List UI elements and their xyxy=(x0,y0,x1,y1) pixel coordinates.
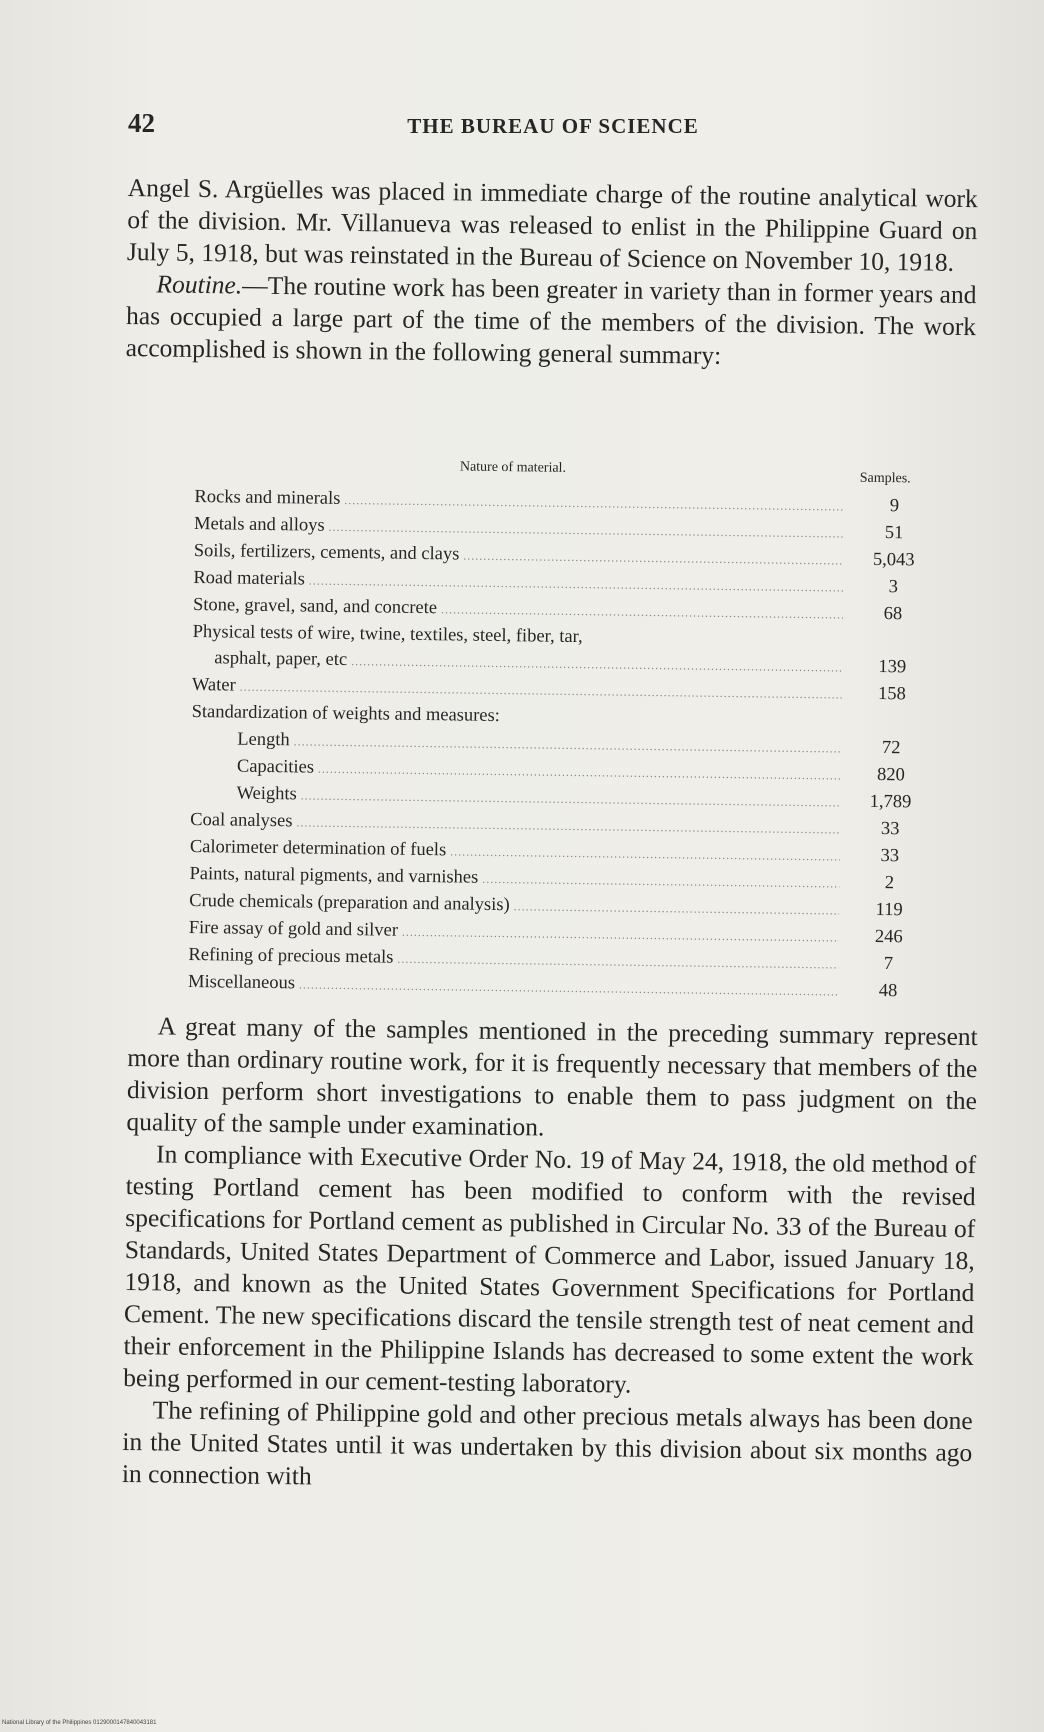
row-value: 2 xyxy=(884,873,895,894)
row-label: Capacities ..... xyxy=(237,754,841,790)
running-head xyxy=(128,108,978,148)
row-value: 9 xyxy=(889,496,900,517)
row-label: Fire assay of gold and silver ..... xyxy=(189,915,839,952)
row-value: 33 xyxy=(880,819,900,840)
row-label: Crude chemicals (preparation and analysis) ..... xyxy=(189,888,839,925)
row-label: Rocks and minerals ..... xyxy=(194,484,844,521)
paragraph: Angel S. Argüelles was placed in immediate charge of the routine analytical work of the division. Mr. Villanueva was released to enlist in the Philippine Guard on July 5, 1918, but was reinstated in the Bureau of Science on November 10, 1918. xyxy=(126,172,978,277)
running-title: THE BUREAU OF SCIENCE xyxy=(407,114,699,138)
paragraph-routine xyxy=(125,268,976,375)
samples-table xyxy=(188,456,935,1006)
row-label: Road materials ..... xyxy=(193,565,843,602)
row-label: asphalt, paper, etc ..... xyxy=(214,645,842,681)
scan-footer: National Library of the Philippines 0129000147840043181 xyxy=(2,1720,157,1726)
row-value: 5,043 xyxy=(872,549,915,571)
row-label: Water ..... xyxy=(192,672,842,709)
row-label: Stone, gravel, sand, and concrete ..... xyxy=(193,592,843,629)
row-value: 68 xyxy=(883,604,903,625)
header-nature: Nature of material. xyxy=(459,459,567,476)
body-text-top xyxy=(125,172,977,375)
row-value: 3 xyxy=(888,577,899,598)
row-label: Metals and alloys ..... xyxy=(194,511,844,548)
row-value: 51 xyxy=(884,523,904,544)
row-label: Weights ..... xyxy=(236,781,840,817)
body-text-bottom xyxy=(122,1010,978,1501)
row-value: 48 xyxy=(878,980,898,1002)
row-value: 7 xyxy=(883,954,894,975)
row-label: Standardization of weights and measures: xyxy=(191,701,501,727)
paragraph: A great many of the samples mentioned in the preceding summary represent more than ordinary routine work, for it is frequently necessary that members of the division perform short investigations to enable them to pass judgment on the quality of the sample under examination. xyxy=(126,1011,978,1142)
routine-heading: Routine. xyxy=(156,269,243,300)
row-label: Refining of precious metals ..... xyxy=(188,942,838,979)
row-value: 246 xyxy=(874,926,903,948)
paragraph: In compliance with Executive Order No. 19 of May 24, 1918, the old method of testing Portland cement has been modified to conform with the revised specifications for Portland cement as published in Circular No. 33 of the Bureau of Standards, United States Department of Commerce and Labor, issued January 18, 1918, and known as the United States Government Specifications for Portland Cement. The new specifications discard the tensile strength test of neat cement and their enforcement in the Philippine Islands has decreased to some extent the work being performed in our cement-testing laboratory. xyxy=(122,1139,977,1399)
row-value: 33 xyxy=(880,846,900,867)
row-value: 158 xyxy=(877,683,906,705)
row-label: Soils, fertilizers, cements, and clays ..... xyxy=(194,538,844,575)
row-value: 139 xyxy=(878,656,907,678)
row-label: Calorimeter determination of fuels ..... xyxy=(190,834,840,871)
page-number: 42 xyxy=(128,108,155,138)
row-label: Length ..... xyxy=(237,727,841,763)
row-value: 1,789 xyxy=(869,791,912,813)
row-value: 119 xyxy=(875,899,903,921)
header-samples: Samples. xyxy=(859,470,911,487)
row-label: Coal analyses ..... xyxy=(190,807,840,844)
routine-text: —The routine work has been greater in variety than in former years and has occupied a large part of the time of the members of the division. The work accomplished is shown in the following general summary: xyxy=(125,270,977,370)
row-label: Paints, natural pigments, and varnishes ..... xyxy=(189,861,839,898)
row-value: 72 xyxy=(881,738,901,759)
paragraph: The refining of Philippine gold and other precious metals always has been done in the United States until it was undertaken by this division about six months ago in connection with xyxy=(121,1395,973,1491)
row-value: 820 xyxy=(876,764,905,786)
row-value xyxy=(852,708,932,709)
row-label: Physical tests of wire, twine, textiles, steel, fiber, tar, xyxy=(192,621,583,648)
row-value xyxy=(853,628,933,629)
row-label: Miscellaneous ..... xyxy=(188,969,838,1006)
